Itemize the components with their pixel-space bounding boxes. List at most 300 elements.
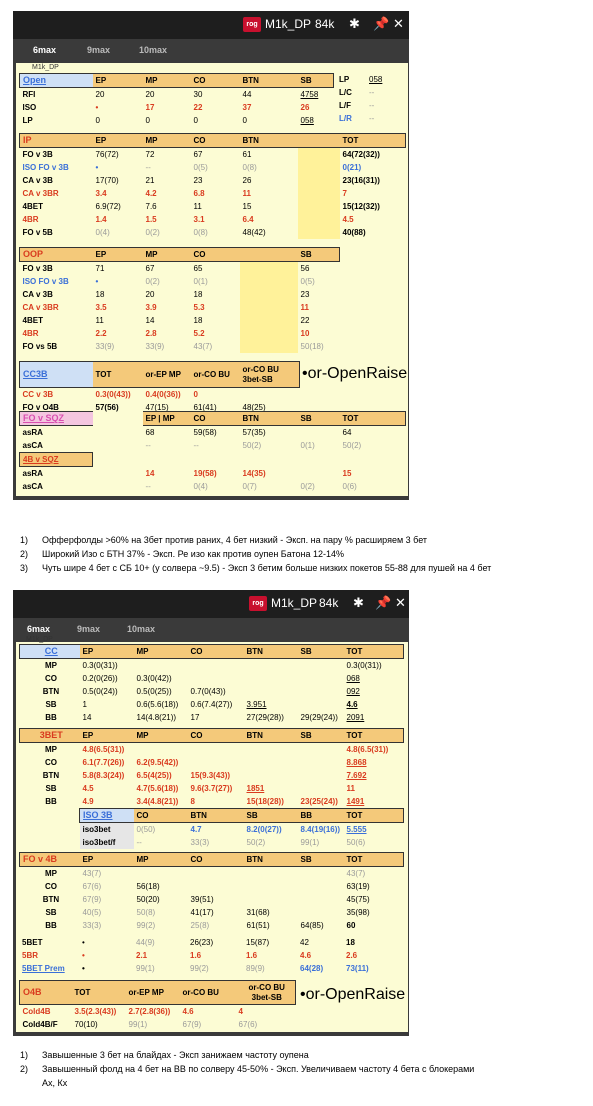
stat-cell[interactable]: • bbox=[82, 964, 85, 973]
stat-cell[interactable] bbox=[244, 756, 298, 769]
stat-cell[interactable]: 0.6(7.4(27)) bbox=[190, 700, 233, 709]
stat-cell[interactable]: 0.2(0(26)) bbox=[82, 674, 118, 683]
stat-cell[interactable]: 1851 bbox=[246, 784, 265, 793]
stat-cell[interactable]: 8 bbox=[190, 797, 195, 806]
table-row bbox=[20, 314, 340, 327]
stat-cell[interactable]: 33(3) bbox=[190, 838, 210, 847]
stat-cell[interactable]: 4.8(6.5(31)) bbox=[82, 745, 125, 754]
stat-cell[interactable]: 11 bbox=[95, 316, 104, 325]
stat-cell[interactable]: 0 bbox=[193, 390, 198, 399]
stat-cell[interactable] bbox=[298, 698, 344, 711]
stat-cell[interactable]: 0(2) bbox=[145, 277, 160, 286]
stat-cell[interactable]: 15(12(32)) bbox=[342, 202, 380, 211]
stat-cell[interactable]: 5.2 bbox=[193, 329, 205, 338]
stat-cell[interactable]: 67 bbox=[193, 150, 203, 159]
stat-cell[interactable]: 72 bbox=[145, 150, 155, 159]
stat-cell[interactable]: 0(50) bbox=[136, 825, 156, 834]
stat-cell[interactable]: 26(23) bbox=[190, 938, 214, 947]
stat-cell[interactable] bbox=[298, 782, 344, 795]
stat-cell[interactable]: 0.3(0(31)) bbox=[346, 661, 382, 670]
stat-cell[interactable] bbox=[244, 769, 298, 782]
stat-cell[interactable]: 0.7(0(43)) bbox=[190, 687, 226, 696]
stat-cell[interactable]: 67(9) bbox=[182, 1020, 202, 1029]
col-header: MP bbox=[134, 645, 188, 659]
stat-cell[interactable]: 43(7) bbox=[346, 869, 366, 878]
stat-cell[interactable] bbox=[244, 685, 298, 698]
fosqz-label: FO v SQZ bbox=[20, 412, 93, 426]
stat-cell[interactable]: 27(29(28)) bbox=[246, 713, 284, 722]
tab-6max[interactable]: 6max bbox=[33, 45, 57, 55]
stat-cell[interactable]: 23 bbox=[300, 290, 310, 299]
row-label: ISO FO v 3B bbox=[22, 277, 69, 286]
stat-cell[interactable]: 33(3) bbox=[82, 921, 102, 930]
stat-cell[interactable] bbox=[298, 148, 340, 162]
stat-cell[interactable]: 18 bbox=[346, 938, 355, 947]
stat-cell[interactable] bbox=[240, 327, 298, 340]
stat-cell[interactable]: 6.4 bbox=[242, 215, 254, 224]
stat-cell[interactable] bbox=[298, 467, 340, 481]
stat-cell[interactable]: 10 bbox=[300, 329, 310, 338]
stat-cell[interactable]: 0(4) bbox=[193, 482, 208, 491]
stat-cell[interactable]: 99(1) bbox=[128, 1020, 148, 1029]
stat-cell[interactable]: 76(72) bbox=[95, 150, 119, 159]
stat-cell[interactable] bbox=[93, 467, 143, 481]
stat-cell[interactable]: 15(87) bbox=[246, 938, 270, 947]
stat-cell[interactable] bbox=[188, 880, 244, 893]
stat-cell[interactable] bbox=[298, 743, 344, 757]
stat-cell[interactable]: 23(16(31)) bbox=[342, 176, 380, 185]
stat-cell[interactable] bbox=[298, 174, 340, 187]
stat-cell[interactable]: 3.951 bbox=[246, 700, 267, 709]
stat-cell[interactable] bbox=[244, 659, 298, 673]
stat-cell[interactable] bbox=[298, 893, 344, 906]
stat-cell[interactable]: 3.5(2.3(43)) bbox=[74, 1007, 117, 1016]
stat-cell[interactable] bbox=[244, 893, 298, 906]
stat-cell[interactable]: 67(6) bbox=[82, 882, 102, 891]
stat-cell[interactable]: 31(68) bbox=[246, 908, 270, 917]
stat-cell[interactable]: 15 bbox=[242, 202, 252, 211]
stat-cell[interactable]: 1.4 bbox=[95, 215, 107, 224]
stat-cell[interactable]: 0(4) bbox=[95, 228, 110, 237]
stat-cell[interactable]: 4.9 bbox=[82, 797, 94, 806]
stat-cell[interactable]: 0(1) bbox=[300, 441, 315, 451]
stat-cell[interactable]: 17 bbox=[190, 713, 200, 722]
stat-cell[interactable]: 0 bbox=[193, 116, 198, 125]
stat-cell[interactable]: 0.4(0(36)) bbox=[145, 390, 181, 399]
stat-cell[interactable]: 4.5 bbox=[82, 784, 94, 793]
stat-cell[interactable]: 2.6 bbox=[346, 951, 358, 960]
stat-cell[interactable]: 63(19) bbox=[346, 882, 370, 891]
stat-cell[interactable]: 4.6 bbox=[346, 700, 358, 709]
stat-cell[interactable]: 11 bbox=[300, 303, 309, 312]
stat-cell[interactable]: 0(7) bbox=[242, 482, 257, 491]
stat-cell[interactable]: 1.6 bbox=[246, 951, 258, 960]
stat-cell[interactable]: 41(17) bbox=[190, 908, 214, 917]
stat-cell[interactable]: 48(42) bbox=[242, 228, 266, 237]
stat-cell[interactable]: 14(35) bbox=[242, 468, 266, 478]
stat-cell[interactable]: 1.5 bbox=[145, 215, 157, 224]
stat-cell[interactable]: 0(5) bbox=[193, 163, 208, 172]
stat-cell[interactable]: 1.6 bbox=[190, 951, 202, 960]
stat-cell[interactable] bbox=[240, 288, 298, 301]
notes-list-2 bbox=[20, 1048, 590, 1090]
col-header: MP bbox=[143, 134, 191, 148]
stat-cell[interactable]: 0 bbox=[95, 116, 100, 125]
pin-icon[interactable]: 📌 bbox=[375, 595, 392, 610]
titlebar[interactable] bbox=[13, 11, 409, 39]
stat-cell[interactable]: 4.7 bbox=[190, 825, 202, 834]
col-header: SB bbox=[244, 809, 298, 823]
stat-cell[interactable]: 0.3(0(31)) bbox=[82, 661, 118, 670]
stat-cell[interactable] bbox=[93, 480, 143, 493]
stat-cell[interactable] bbox=[240, 388, 300, 402]
stat-cell[interactable]: 4758 bbox=[300, 90, 319, 99]
stat-cell[interactable]: 35(98) bbox=[346, 908, 370, 917]
stat-cell[interactable]: 59(58) bbox=[193, 428, 217, 437]
stat-cell[interactable]: 70(10) bbox=[74, 1020, 98, 1029]
stat-cell[interactable]: 6.2(9.5(42)) bbox=[136, 758, 179, 767]
stat-cell[interactable] bbox=[298, 226, 340, 239]
stat-cell[interactable]: 0(8) bbox=[193, 228, 208, 237]
stat-cell[interactable]: 30 bbox=[193, 90, 203, 99]
table-row bbox=[20, 88, 334, 102]
table-row bbox=[80, 836, 404, 849]
stat-cell[interactable] bbox=[244, 867, 298, 881]
stat-cell[interactable] bbox=[93, 439, 143, 453]
stat-cell[interactable] bbox=[240, 275, 298, 288]
stat-cell[interactable]: 4.6 bbox=[182, 1007, 194, 1016]
stat-cell[interactable]: 1 bbox=[82, 700, 87, 709]
stat-cell[interactable]: 058 bbox=[300, 116, 314, 125]
stat-cell[interactable]: 67 bbox=[145, 264, 155, 273]
tab-9max[interactable]: 9max bbox=[87, 45, 111, 55]
stat-cell[interactable]: 61(41) bbox=[193, 403, 217, 412]
stat-cell[interactable]: 1491 bbox=[346, 797, 365, 806]
stat-cell[interactable]: 61(51) bbox=[246, 921, 270, 930]
stat-cell[interactable]: 50(20) bbox=[136, 895, 160, 904]
stat-cell[interactable] bbox=[134, 867, 188, 881]
stat-cell[interactable]: 44(9) bbox=[136, 938, 155, 947]
stat-cell[interactable]: 29(29(24)) bbox=[300, 713, 338, 722]
stat-cell[interactable]: -- bbox=[193, 441, 199, 451]
pin-icon[interactable]: 📌 bbox=[373, 16, 390, 31]
col-header: or-CO BU bbox=[191, 362, 240, 388]
stat-cell[interactable]: 2.8 bbox=[145, 329, 157, 338]
stat-cell[interactable]: 0.5(0(25)) bbox=[136, 687, 172, 696]
stat-cell[interactable]: -- bbox=[145, 441, 151, 451]
stat-cell[interactable]: 44 bbox=[242, 90, 252, 99]
stat-cell[interactable]: 37 bbox=[242, 103, 252, 112]
stat-cell[interactable]: 11 bbox=[242, 189, 251, 198]
stat-cell[interactable]: -- bbox=[369, 88, 375, 97]
stat-cell[interactable]: 5.555 bbox=[346, 825, 367, 834]
stat-cell[interactable]: 20 bbox=[95, 90, 105, 99]
stat-cell[interactable]: 0.5(0(24)) bbox=[82, 687, 118, 696]
stat-cell[interactable]: 3.4 bbox=[95, 189, 107, 198]
tab-9max[interactable]: 9max bbox=[77, 624, 101, 634]
stat-cell[interactable] bbox=[298, 880, 344, 893]
stat-cell[interactable] bbox=[298, 756, 344, 769]
stat-cell[interactable]: 99(1) bbox=[300, 838, 320, 847]
stat-cell[interactable]: 092 bbox=[346, 687, 360, 696]
stat-cell[interactable] bbox=[93, 426, 143, 440]
stat-cell[interactable]: 99(2) bbox=[136, 921, 156, 930]
stat-cell[interactable]: 6.8 bbox=[193, 189, 205, 198]
stats-area bbox=[16, 636, 408, 1032]
stat-cell[interactable] bbox=[240, 340, 298, 353]
stat-cell[interactable]: • bbox=[82, 938, 85, 947]
stat-cell[interactable]: -- bbox=[369, 114, 375, 123]
stat-cell[interactable]: 47(15) bbox=[145, 403, 169, 412]
stat-cell[interactable]: 0(8) bbox=[242, 163, 257, 172]
stat-cell[interactable]: 22 bbox=[300, 316, 310, 325]
stat-cell[interactable]: • bbox=[82, 951, 85, 960]
stat-cell[interactable]: 8.4(19(16)) bbox=[300, 825, 341, 834]
stat-cell[interactable]: 14 bbox=[145, 468, 155, 478]
stat-cell[interactable]: 3.9 bbox=[145, 303, 157, 312]
stat-cell[interactable] bbox=[298, 187, 340, 200]
stat-cell[interactable]: 23(25(24)) bbox=[300, 797, 338, 806]
stat-cell[interactable] bbox=[188, 743, 244, 757]
stat-cell[interactable]: 3.1 bbox=[193, 215, 205, 224]
stat-cell[interactable]: -- bbox=[369, 101, 375, 110]
stat-cell[interactable]: 15(9.3(43)) bbox=[190, 771, 231, 780]
stat-cell[interactable]: 26 bbox=[300, 103, 310, 112]
stat-cell[interactable]: 5.3 bbox=[193, 303, 205, 312]
stat-cell[interactable]: 26 bbox=[242, 176, 252, 185]
stat-cell[interactable] bbox=[240, 262, 298, 276]
stat-cell[interactable]: 14 bbox=[145, 316, 155, 325]
stat-cell[interactable]: 89(9) bbox=[246, 964, 265, 973]
stat-cell[interactable] bbox=[188, 659, 244, 673]
stat-cell[interactable]: 60 bbox=[346, 921, 356, 930]
stat-cell[interactable]: 56 bbox=[300, 264, 310, 273]
tab-10max[interactable]: 10max bbox=[127, 624, 156, 634]
stat-cell[interactable]: 68 bbox=[145, 428, 155, 437]
stat-cell[interactable]: 0(2) bbox=[145, 228, 160, 237]
tab-10max[interactable]: 10max bbox=[139, 45, 168, 55]
stat-cell[interactable]: 14 bbox=[82, 713, 92, 722]
stat-cell[interactable]: 56(18) bbox=[136, 882, 160, 891]
stat-cell[interactable] bbox=[298, 659, 344, 673]
col-header: EP | MP bbox=[143, 412, 191, 426]
stat-cell[interactable]: 15 bbox=[342, 468, 352, 478]
stat-cell[interactable]: 50(6) bbox=[346, 838, 366, 847]
stat-cell[interactable]: 67(9) bbox=[82, 895, 102, 904]
titlebar[interactable] bbox=[13, 590, 409, 618]
stat-cell[interactable]: 0.6(5.6(18)) bbox=[136, 700, 179, 709]
stat-cell[interactable]: 20 bbox=[145, 90, 155, 99]
close-icon[interactable]: ✕ bbox=[393, 16, 404, 31]
stat-cell[interactable]: 0.3(0(42)) bbox=[136, 674, 172, 683]
stat-cell[interactable]: 0(5) bbox=[300, 277, 315, 286]
stat-cell[interactable]: 0 bbox=[145, 116, 150, 125]
stat-cell[interactable]: 058 bbox=[369, 75, 383, 84]
stat-cell[interactable]: 33(9) bbox=[145, 342, 165, 351]
stat-cell[interactable]: 7.6 bbox=[145, 202, 157, 211]
row-label: SB bbox=[45, 908, 57, 917]
stat-cell[interactable]: 50(8) bbox=[136, 908, 156, 917]
table-size-tabs bbox=[13, 39, 409, 63]
stat-cell[interactable]: 43(7) bbox=[82, 869, 102, 878]
list-item: 3) Чуть шире 4 бет с СБ 10+ (у солвера ~9.5) - Эксп 3 бетим больше низких покетов 55-88 для пушей на 4 бет bbox=[20, 563, 492, 573]
stat-cell[interactable]: 65 bbox=[193, 264, 203, 273]
gear-icon[interactable]: ✱ bbox=[349, 16, 360, 31]
stat-cell[interactable]: 4.8(6.5(31)) bbox=[346, 745, 389, 754]
stat-cell[interactable]: 45(75) bbox=[346, 895, 370, 904]
row-label: LP bbox=[22, 116, 33, 125]
hud-panel-1 bbox=[13, 11, 409, 500]
stat-cell[interactable]: 3.4(4.8(21)) bbox=[136, 797, 179, 806]
stat-cell[interactable] bbox=[134, 743, 188, 757]
fosqz-header bbox=[20, 412, 406, 426]
stat-cell[interactable] bbox=[188, 672, 244, 685]
stat-cell[interactable]: 19(58) bbox=[193, 468, 217, 478]
stat-cell[interactable]: 8.2(0(27)) bbox=[246, 825, 282, 834]
stat-cell[interactable]: 99(2) bbox=[190, 964, 209, 973]
stat-cell[interactable]: 64 bbox=[342, 428, 352, 437]
stat-cell[interactable]: 22 bbox=[193, 103, 203, 112]
stat-cell[interactable]: 4.6 bbox=[300, 951, 312, 960]
stat-cell[interactable]: 61 bbox=[242, 150, 252, 159]
stat-cell[interactable] bbox=[240, 301, 298, 314]
stat-cell[interactable]: 40(5) bbox=[82, 908, 102, 917]
stat-cell[interactable]: 17 bbox=[145, 103, 155, 112]
stat-cell[interactable]: 2091 bbox=[346, 713, 365, 722]
stat-cell[interactable]: 50(2) bbox=[246, 838, 266, 847]
stat-cell[interactable] bbox=[244, 672, 298, 685]
stat-cell[interactable]: 9.6(3.7(27)) bbox=[190, 784, 233, 793]
ip-label: IP bbox=[20, 134, 93, 148]
stat-cell[interactable]: 068 bbox=[346, 674, 360, 683]
stat-cell[interactable]: -- bbox=[145, 163, 151, 172]
stat-cell[interactable]: 50(2) bbox=[342, 441, 362, 451]
stat-cell[interactable]: -- bbox=[136, 838, 142, 847]
stat-cell[interactable]: 3.5 bbox=[95, 303, 107, 312]
stat-cell[interactable]: 7.692 bbox=[346, 771, 367, 780]
stat-cell[interactable]: 14(4.8(21)) bbox=[136, 713, 177, 722]
stat-cell[interactable]: 15(18(28)) bbox=[246, 797, 284, 806]
stat-cell[interactable]: 23 bbox=[193, 176, 203, 185]
table-row bbox=[20, 187, 406, 200]
stat-cell[interactable]: 0(2) bbox=[300, 482, 315, 491]
stat-cell[interactable] bbox=[240, 314, 298, 327]
stat-cell[interactable]: 21 bbox=[145, 176, 155, 185]
stat-cell[interactable] bbox=[134, 659, 188, 673]
stat-cell[interactable]: 73(11) bbox=[346, 964, 369, 973]
stat-cell[interactable]: 2.1 bbox=[136, 951, 148, 960]
table-row bbox=[20, 1005, 296, 1019]
stat-cell[interactable]: 5.8(8.3(24)) bbox=[82, 771, 125, 780]
stat-cell[interactable] bbox=[298, 867, 344, 881]
stat-cell[interactable]: • bbox=[95, 277, 99, 286]
stat-cell[interactable]: 64(72(32)) bbox=[342, 150, 380, 159]
stat-cell[interactable] bbox=[244, 743, 298, 757]
stat-cell[interactable]: 18 bbox=[95, 290, 105, 299]
stat-cell[interactable]: 64(85) bbox=[300, 921, 324, 930]
stat-cell[interactable]: • bbox=[95, 163, 99, 172]
stat-cell[interactable]: 18 bbox=[193, 290, 203, 299]
stat-cell[interactable] bbox=[298, 213, 340, 226]
stat-cell[interactable]: 4 bbox=[238, 1007, 243, 1016]
stat-cell[interactable]: 6.1(7.7(26)) bbox=[82, 758, 125, 767]
stat-cell[interactable] bbox=[244, 880, 298, 893]
gear-icon[interactable]: ✱ bbox=[353, 595, 364, 610]
stat-cell[interactable]: • bbox=[95, 103, 99, 112]
table-row bbox=[20, 275, 340, 288]
stat-cell[interactable]: 11 bbox=[346, 784, 355, 793]
stat-cell[interactable] bbox=[188, 756, 244, 769]
stat-cell[interactable]: 48(25) bbox=[242, 403, 266, 412]
stat-cell[interactable]: 18 bbox=[193, 316, 203, 325]
row-label: MP bbox=[45, 745, 57, 754]
stat-cell[interactable]: 4.2 bbox=[145, 189, 157, 198]
stat-cell[interactable] bbox=[298, 769, 344, 782]
stat-cell[interactable]: 0(1) bbox=[193, 277, 208, 286]
stat-cell[interactable]: 57(35) bbox=[242, 428, 266, 437]
stat-cell[interactable]: -- bbox=[145, 482, 151, 491]
stat-cell[interactable]: 11 bbox=[193, 202, 202, 211]
stat-cell[interactable] bbox=[298, 685, 344, 698]
stat-cell[interactable]: 6.5(4(25)) bbox=[136, 771, 172, 780]
stat-cell[interactable] bbox=[298, 426, 340, 440]
stat-cell[interactable]: 42 bbox=[300, 938, 309, 947]
stat-cell[interactable] bbox=[298, 672, 344, 685]
stat-cell[interactable]: 64(28) bbox=[300, 964, 324, 973]
stat-cell[interactable] bbox=[298, 906, 344, 919]
stat-cell[interactable]: 39(51) bbox=[190, 895, 214, 904]
stat-cell[interactable]: 0(21) bbox=[342, 163, 362, 172]
stat-cell[interactable]: 67(6) bbox=[238, 1020, 258, 1029]
stat-cell[interactable] bbox=[188, 867, 244, 881]
table-row bbox=[20, 161, 406, 174]
stat-cell[interactable]: 40(88) bbox=[342, 228, 366, 237]
stat-cell[interactable]: 0.3(0(43)) bbox=[95, 390, 131, 399]
stat-cell[interactable]: 99(1) bbox=[136, 964, 155, 973]
stat-cell[interactable]: 17(70) bbox=[95, 176, 119, 185]
stat-cell[interactable] bbox=[298, 161, 340, 174]
stat-cell[interactable]: 8.868 bbox=[346, 758, 367, 767]
stat-cell[interactable]: 25(8) bbox=[190, 921, 210, 930]
stat-cell[interactable]: 2.7(2.8(36)) bbox=[128, 1007, 171, 1016]
stat-cell[interactable]: 7 bbox=[342, 189, 347, 198]
stat-cell[interactable]: 6.9(72) bbox=[95, 202, 121, 211]
row-label: iso3bet/f bbox=[80, 836, 134, 849]
o4b-table bbox=[19, 980, 296, 1031]
row-label: asRA bbox=[22, 469, 43, 478]
stat-cell[interactable]: 71 bbox=[95, 264, 105, 273]
stat-cell[interactable]: 0 bbox=[242, 116, 247, 125]
col-header bbox=[93, 412, 143, 426]
stat-cell[interactable]: 20 bbox=[145, 290, 155, 299]
col-header: BTN bbox=[244, 729, 298, 743]
stat-cell[interactable]: 50(2) bbox=[242, 441, 262, 451]
stat-cell[interactable]: 4.5 bbox=[342, 215, 354, 224]
close-icon[interactable]: ✕ bbox=[395, 595, 406, 610]
tab-6max[interactable]: 6max bbox=[27, 624, 51, 634]
stat-cell[interactable]: 0(6) bbox=[342, 482, 357, 491]
stat-cell[interactable]: 50(18) bbox=[300, 342, 324, 351]
stat-cell[interactable] bbox=[298, 200, 340, 213]
stat-cell[interactable]: 57(56) bbox=[95, 403, 119, 412]
stat-cell[interactable]: 33(9) bbox=[95, 342, 115, 351]
row-label: 4BET bbox=[22, 202, 43, 211]
stat-cell[interactable]: 43(7) bbox=[193, 342, 213, 351]
stat-cell[interactable]: 4.7(5.6(18)) bbox=[136, 784, 179, 793]
table-row bbox=[20, 659, 404, 673]
stat-cell[interactable]: 2.2 bbox=[95, 329, 107, 338]
hands-count: 84k bbox=[315, 17, 335, 31]
